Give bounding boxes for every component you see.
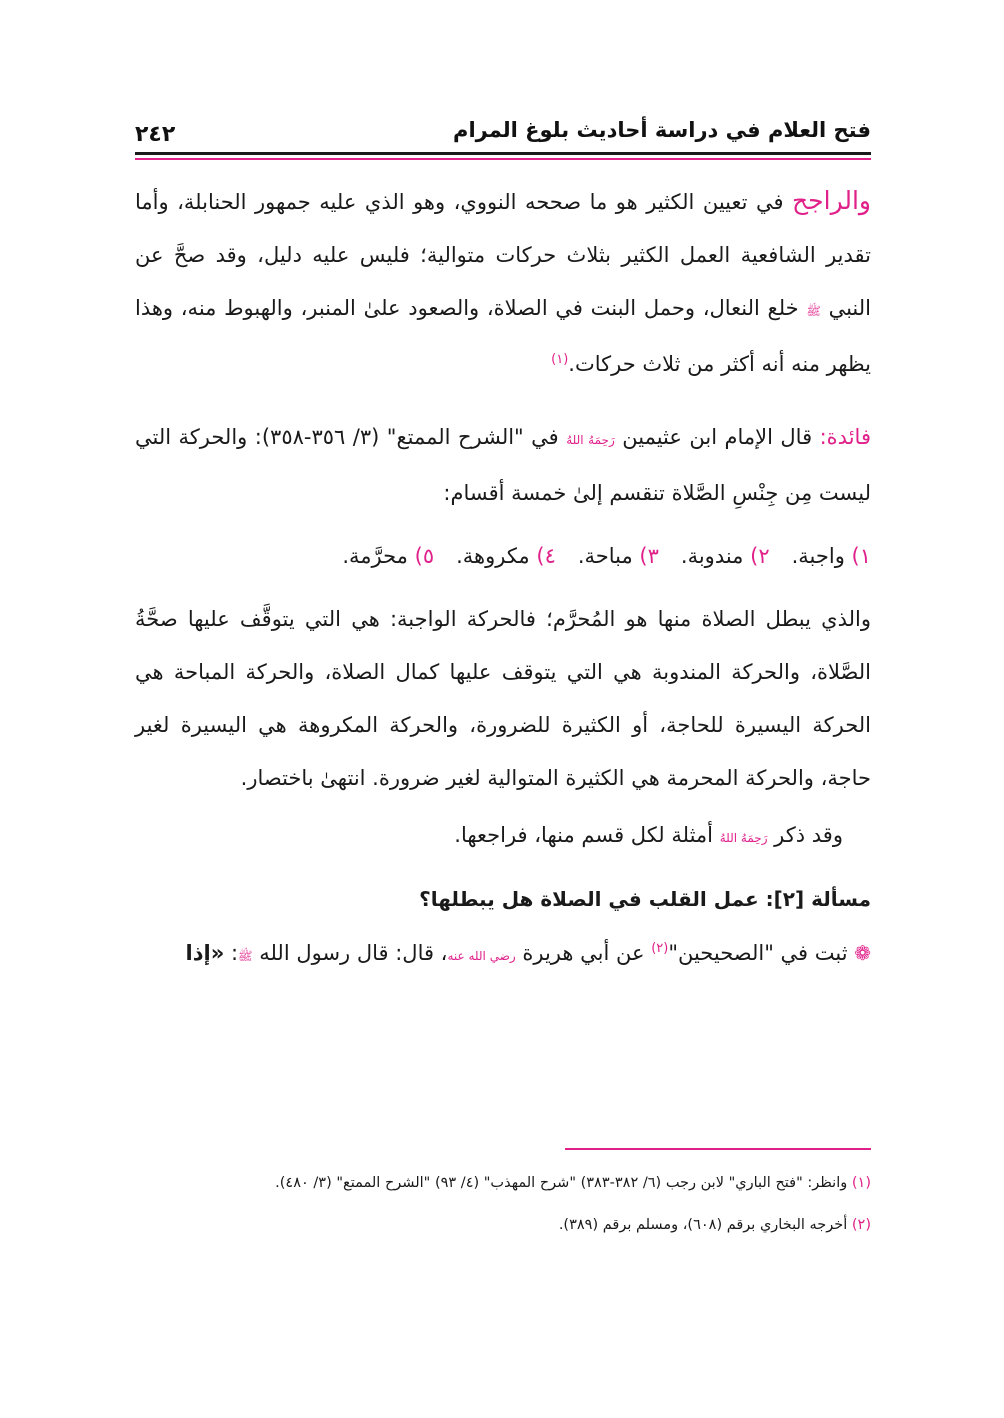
honorific-mark: رَحِمَهُ اللهُ (566, 433, 615, 447)
paragraph-text: في تعيين الكثير هو ما صححه النووي، وهو الذي عليه جمهور الحنابلة، وأما تقدير الشافعية العمل الكثير بثلاث حركات متوالية؛ فليس عليه دليل، وقد صحَّ عن النبي (135, 190, 871, 320)
footnotes-area (135, 1148, 871, 1238)
footnote-ref-2[interactable]: (٢) (651, 941, 669, 956)
header-rule (135, 152, 871, 155)
flower-ornament-icon: ❁ (854, 941, 871, 965)
hadith-start: «إذا (185, 941, 225, 965)
page (135, 110, 871, 983)
paragraph-text: ثبت في "الصحيحين" (668, 941, 855, 965)
list-item-label: واجبة. (791, 544, 852, 568)
paragraph-preferred-view (135, 174, 871, 391)
paragraph-text: في "الشرح الممتع" (٣/ ٣٥٦-٣٥٨): والحركة التي ليست مِن جِنْسِ الصَّلاة تنقسم إلىٰ خمسة أقسام: (135, 425, 871, 505)
movement-categories-list (135, 530, 871, 583)
paragraph-benefit (135, 411, 871, 520)
paragraph-hadith (135, 927, 871, 983)
list-item (342, 544, 434, 568)
footnote-number: (٢) (851, 1217, 871, 1233)
list-item-number: ٢) (750, 544, 770, 568)
honorific-mark: ﷺ (806, 304, 821, 318)
page-number: ٢٤٢ (135, 122, 176, 147)
paragraph-text: ، قال: قال رسول الله (252, 941, 448, 965)
book-title: فتح العلام في دراسة أحاديث بلوغ المرام (453, 118, 871, 142)
paragraph-text: خلع النعال، وحمل البنت في الصلاة، والصعود علىٰ المنبر، والهبوط منه، وهذا يظهر منه أنه أكثر من ثلاث حركات. (135, 296, 871, 376)
list-item-number: ٣) (639, 544, 659, 568)
list-item-label: مباحة. (577, 544, 640, 568)
running-header (135, 110, 871, 156)
paragraph-text: قال الإمام ابن عثيمين (614, 425, 820, 449)
list-item-label: محرَّمة. (342, 544, 415, 568)
footnote-2 (135, 1212, 871, 1238)
footnote-1 (135, 1170, 871, 1196)
footnote-text: وانظر: "فتح الباري" لابن رجب (٦/ ٣٨٢-٣٨٣) "شرح المهذب" (٤/ ٩٣) "الشرح الممتع" (٣/ ٤٨٠). (275, 1175, 852, 1191)
list-item (681, 544, 770, 568)
issue-heading: مسألة [٢]: عمل القلب في الصلاة هل يبطلها؟ (419, 887, 871, 911)
paragraph-text: وقد ذكر (767, 823, 843, 847)
paragraph-text: أمثلة لكل قسم منها، فراجعها. (454, 823, 720, 847)
list-item-label: مكروهة. (456, 544, 537, 568)
footnote-ref-1[interactable]: (١) (551, 352, 569, 367)
footnote-number: (١) (851, 1175, 871, 1191)
list-item (578, 544, 659, 568)
footnote-text: أخرجه البخاري برقم (٦٠٨)، ومسلم برقم (٣٨٩). (558, 1217, 852, 1233)
list-item-number: ١) (851, 544, 871, 568)
honorific-mark: رضي الله عنه (447, 949, 516, 963)
paragraph-rulings: والذي يبطل الصلاة منها هو المُحرَّم؛ فالحركة الواجبة: هي التي يتوقَّف عليها صحَّةُ الصَّلاة، والحركة المندوبة هي التي يتوقف عليها كمال الصلاة، والحركة المباحة هي الحركة اليسيرة للحاجة، أو الكثيرة للضرورة، والحركة المكروهة هي اليسيرة لغير حاجة، والحركة المحرمة هي الكثيرة المتوالية لغير ضرورة. انتهىٰ باختصار. (135, 607, 871, 790)
paragraph-text: عن أبي هريرة (515, 941, 652, 965)
list-item (792, 544, 871, 568)
header-accent-rule (135, 158, 871, 160)
footnote-divider (565, 1148, 871, 1150)
paragraph-text: : (224, 941, 239, 965)
lead-word: والراجح (792, 186, 871, 215)
list-item-number: ٥) (414, 544, 435, 568)
honorific-mark: ﷺ (238, 949, 253, 963)
list-item-label: مندوبة. (680, 544, 751, 568)
lead-word: فائدة: (819, 425, 871, 449)
list-item-number: ٤) (536, 544, 556, 568)
paragraph-examples (135, 809, 871, 865)
list-item (456, 544, 556, 568)
honorific-mark: رَحِمَهُ اللهُ (719, 831, 768, 845)
